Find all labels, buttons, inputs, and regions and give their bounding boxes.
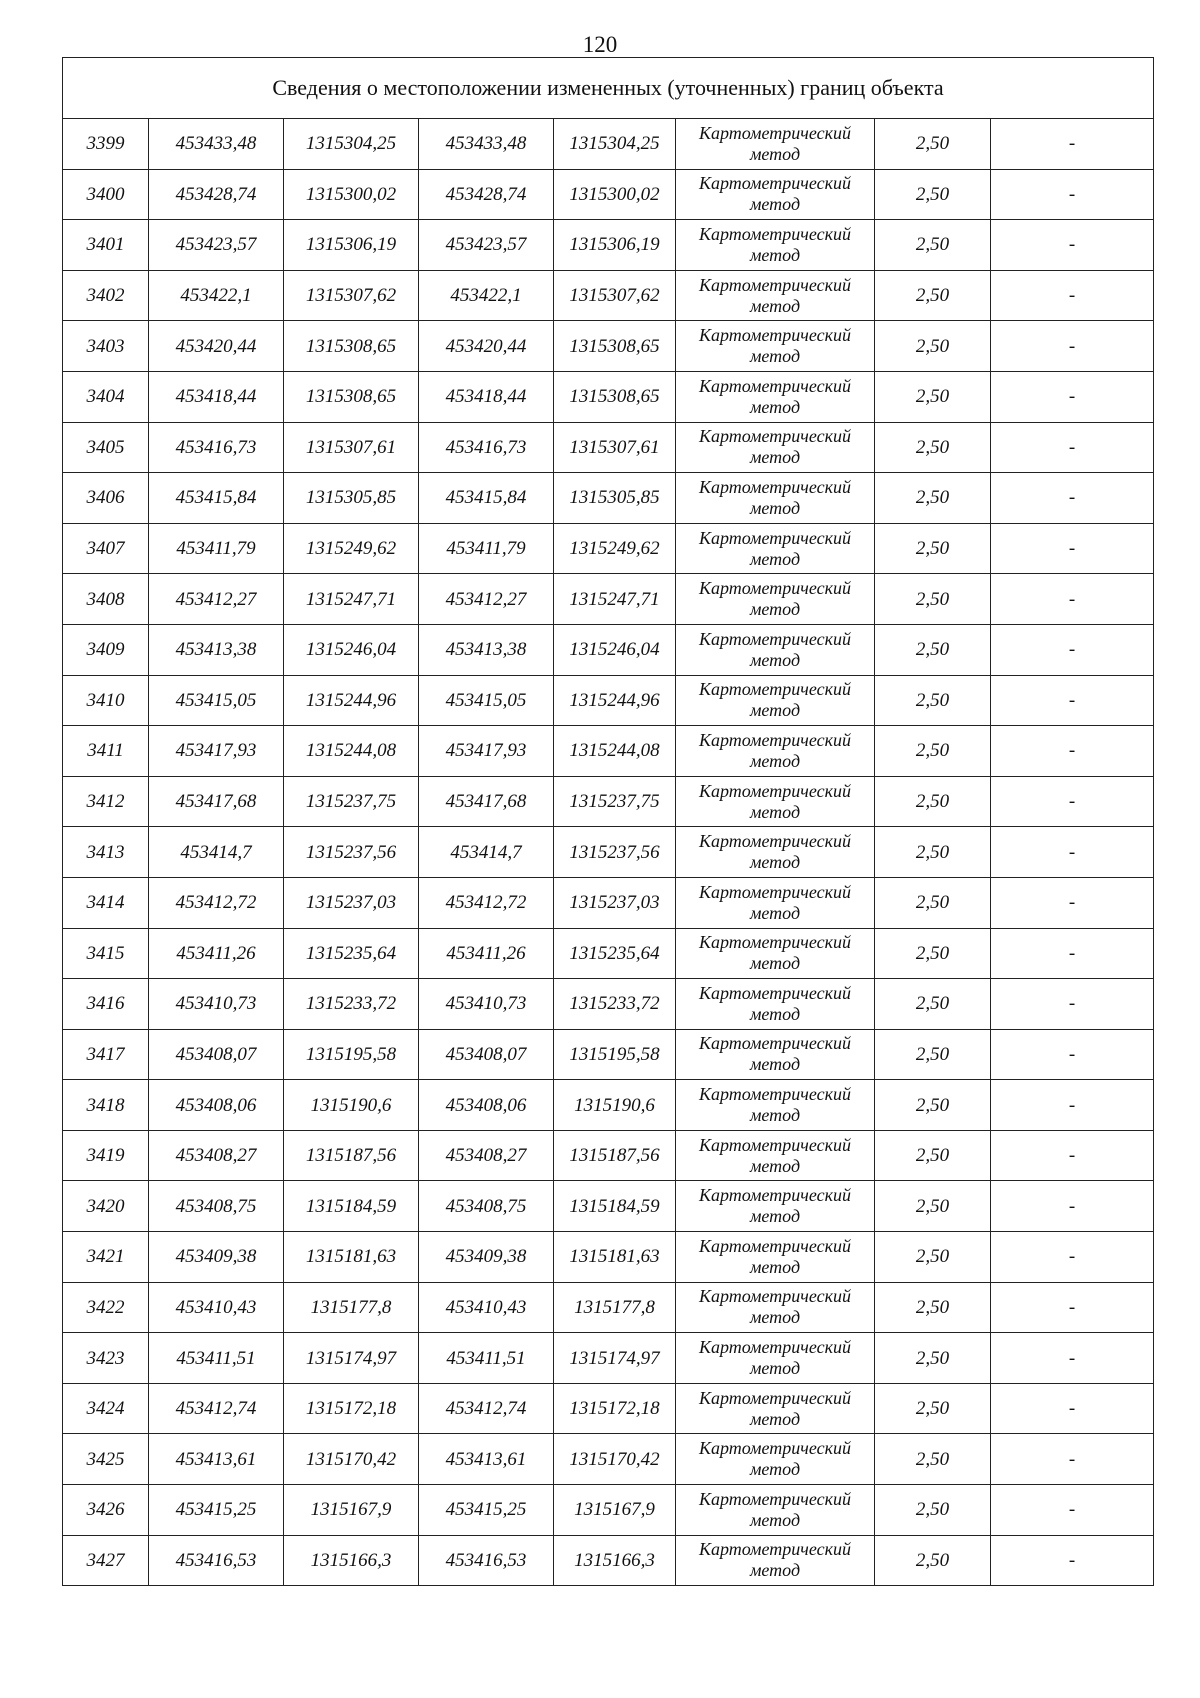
cell-x-new: 453408,27 <box>419 1130 554 1181</box>
cell-y-existing: 1315177,8 <box>284 1282 419 1333</box>
cell-y-new: 1315233,72 <box>554 979 676 1030</box>
cell-description: - <box>991 1535 1154 1586</box>
table-row <box>63 928 1154 979</box>
cell-y-existing: 1315249,62 <box>284 523 419 574</box>
cell-y-new: 1315308,65 <box>554 321 676 372</box>
cell-method: Картометрический метод <box>676 1029 875 1080</box>
table-row <box>63 169 1154 220</box>
cell-method: Картометрический метод <box>676 1485 875 1536</box>
cell-y-new: 1315177,8 <box>554 1282 676 1333</box>
cell-y-new: 1315304,25 <box>554 119 676 170</box>
cell-y-new: 1315300,02 <box>554 169 676 220</box>
cell-accuracy: 2,50 <box>875 624 991 675</box>
cell-point-number: 3427 <box>63 1535 149 1586</box>
cell-x-existing: 453412,72 <box>149 877 284 928</box>
cell-x-new: 453410,73 <box>419 979 554 1030</box>
cell-x-existing: 453408,75 <box>149 1181 284 1232</box>
cell-y-new: 1315307,61 <box>554 422 676 473</box>
cell-accuracy: 2,50 <box>875 928 991 979</box>
cell-x-new: 453413,38 <box>419 624 554 675</box>
cell-y-new: 1315247,71 <box>554 574 676 625</box>
cell-description: - <box>991 1434 1154 1485</box>
cell-method: Картометрический метод <box>676 321 875 372</box>
table-title-row <box>63 58 1154 119</box>
cell-x-existing: 453415,84 <box>149 473 284 524</box>
page-number: 120 <box>582 32 618 57</box>
cell-x-existing: 453410,73 <box>149 979 284 1030</box>
cell-method: Картометрический метод <box>676 1282 875 1333</box>
cell-y-existing: 1315237,56 <box>284 827 419 878</box>
cell-x-new: 453414,7 <box>419 827 554 878</box>
cell-point-number: 3426 <box>63 1485 149 1536</box>
cell-x-existing: 453412,74 <box>149 1383 284 1434</box>
table-row <box>63 270 1154 321</box>
cell-y-existing: 1315306,19 <box>284 220 419 271</box>
cell-method: Картометрический метод <box>676 1333 875 1384</box>
cell-x-existing: 453416,73 <box>149 422 284 473</box>
cell-accuracy: 2,50 <box>875 979 991 1030</box>
cell-x-existing: 453418,44 <box>149 371 284 422</box>
cell-description: - <box>991 1181 1154 1232</box>
cell-description: - <box>991 574 1154 625</box>
cell-y-new: 1315181,63 <box>554 1232 676 1283</box>
cell-point-number: 3421 <box>63 1232 149 1283</box>
cell-x-new: 453416,73 <box>419 422 554 473</box>
cell-accuracy: 2,50 <box>875 877 991 928</box>
cell-point-number: 3402 <box>63 270 149 321</box>
cell-description: - <box>991 979 1154 1030</box>
cell-point-number: 3413 <box>63 827 149 878</box>
cell-method: Картометрический метод <box>676 1080 875 1131</box>
cell-point-number: 3416 <box>63 979 149 1030</box>
table-row <box>63 726 1154 777</box>
cell-accuracy: 2,50 <box>875 523 991 574</box>
cell-y-existing: 1315237,03 <box>284 877 419 928</box>
cell-point-number: 3419 <box>63 1130 149 1181</box>
cell-x-existing: 453411,51 <box>149 1333 284 1384</box>
cell-x-existing: 453412,27 <box>149 574 284 625</box>
cell-description: - <box>991 220 1154 271</box>
cell-x-existing: 453415,25 <box>149 1485 284 1536</box>
cell-x-existing: 453408,07 <box>149 1029 284 1080</box>
cell-y-existing: 1315247,71 <box>284 574 419 625</box>
cell-description: - <box>991 1232 1154 1283</box>
cell-y-existing: 1315307,61 <box>284 422 419 473</box>
cell-y-existing: 1315308,65 <box>284 371 419 422</box>
cell-description: - <box>991 1130 1154 1181</box>
cell-x-existing: 453410,43 <box>149 1282 284 1333</box>
cell-x-new: 453416,53 <box>419 1535 554 1586</box>
cell-point-number: 3406 <box>63 473 149 524</box>
cell-x-existing: 453428,74 <box>149 169 284 220</box>
cell-x-new: 453417,68 <box>419 776 554 827</box>
table-row <box>63 1282 1154 1333</box>
cell-x-existing: 453408,27 <box>149 1130 284 1181</box>
cell-y-new: 1315174,97 <box>554 1333 676 1384</box>
cell-description: - <box>991 119 1154 170</box>
table-row <box>63 1029 1154 1080</box>
cell-y-new: 1315237,75 <box>554 776 676 827</box>
cell-y-existing: 1315307,62 <box>284 270 419 321</box>
cell-x-existing: 453417,93 <box>149 726 284 777</box>
cell-y-existing: 1315166,3 <box>284 1535 419 1586</box>
cell-point-number: 3407 <box>63 523 149 574</box>
cell-point-number: 3404 <box>63 371 149 422</box>
cell-method: Картометрический метод <box>676 270 875 321</box>
cell-description: - <box>991 726 1154 777</box>
cell-x-new: 453422,1 <box>419 270 554 321</box>
cell-method: Картометрический метод <box>676 220 875 271</box>
cell-description: - <box>991 1333 1154 1384</box>
cell-y-new: 1315190,6 <box>554 1080 676 1131</box>
cell-y-existing: 1315167,9 <box>284 1485 419 1536</box>
cell-y-new: 1315237,56 <box>554 827 676 878</box>
cell-accuracy: 2,50 <box>875 1485 991 1536</box>
cell-y-existing: 1315305,85 <box>284 473 419 524</box>
cell-description: - <box>991 473 1154 524</box>
table-row <box>63 776 1154 827</box>
cell-y-existing: 1315237,75 <box>284 776 419 827</box>
cell-point-number: 3415 <box>63 928 149 979</box>
cell-accuracy: 2,50 <box>875 1181 991 1232</box>
cell-point-number: 3399 <box>63 119 149 170</box>
cell-y-new: 1315167,9 <box>554 1485 676 1536</box>
cell-y-new: 1315170,42 <box>554 1434 676 1485</box>
cell-y-existing: 1315184,59 <box>284 1181 419 1232</box>
cell-x-existing: 453413,38 <box>149 624 284 675</box>
cell-point-number: 3411 <box>63 726 149 777</box>
cell-accuracy: 2,50 <box>875 1434 991 1485</box>
cell-method: Картометрический метод <box>676 119 875 170</box>
cell-y-existing: 1315308,65 <box>284 321 419 372</box>
cell-x-existing: 453433,48 <box>149 119 284 170</box>
cell-y-existing: 1315181,63 <box>284 1232 419 1283</box>
cell-x-new: 453408,07 <box>419 1029 554 1080</box>
cell-method: Картометрический метод <box>676 1130 875 1181</box>
cell-point-number: 3405 <box>63 422 149 473</box>
table-row <box>63 371 1154 422</box>
cell-accuracy: 2,50 <box>875 726 991 777</box>
cell-x-new: 453408,75 <box>419 1181 554 1232</box>
cell-accuracy: 2,50 <box>875 1535 991 1586</box>
cell-method: Картометрический метод <box>676 827 875 878</box>
cell-point-number: 3422 <box>63 1282 149 1333</box>
cell-x-existing: 453409,38 <box>149 1232 284 1283</box>
cell-point-number: 3414 <box>63 877 149 928</box>
cell-point-number: 3401 <box>63 220 149 271</box>
table-title: Сведения о местоположении измененных (уточненных) границ объекта <box>63 58 1154 119</box>
cell-x-new: 453409,38 <box>419 1232 554 1283</box>
cell-y-new: 1315195,58 <box>554 1029 676 1080</box>
cell-x-existing: 453416,53 <box>149 1535 284 1586</box>
cell-y-existing: 1315244,08 <box>284 726 419 777</box>
cell-y-new: 1315244,08 <box>554 726 676 777</box>
cell-x-existing: 453415,05 <box>149 675 284 726</box>
cell-x-new: 453428,74 <box>419 169 554 220</box>
cell-x-new: 453433,48 <box>419 119 554 170</box>
cell-method: Картометрический метод <box>676 422 875 473</box>
cell-method: Картометрический метод <box>676 523 875 574</box>
cell-y-new: 1315184,59 <box>554 1181 676 1232</box>
cell-accuracy: 2,50 <box>875 220 991 271</box>
cell-accuracy: 2,50 <box>875 1029 991 1080</box>
cell-accuracy: 2,50 <box>875 1232 991 1283</box>
cell-point-number: 3425 <box>63 1434 149 1485</box>
cell-point-number: 3409 <box>63 624 149 675</box>
cell-y-new: 1315237,03 <box>554 877 676 928</box>
cell-x-existing: 453413,61 <box>149 1434 284 1485</box>
cell-x-new: 453413,61 <box>419 1434 554 1485</box>
cell-x-new: 453415,84 <box>419 473 554 524</box>
table-row <box>63 675 1154 726</box>
cell-description: - <box>991 523 1154 574</box>
cell-point-number: 3400 <box>63 169 149 220</box>
cell-method: Картометрический метод <box>676 371 875 422</box>
cell-accuracy: 2,50 <box>875 1383 991 1434</box>
table-row <box>63 574 1154 625</box>
cell-y-new: 1315166,3 <box>554 1535 676 1586</box>
cell-x-new: 453411,51 <box>419 1333 554 1384</box>
cell-y-existing: 1315235,64 <box>284 928 419 979</box>
cell-description: - <box>991 675 1154 726</box>
cell-y-new: 1315308,65 <box>554 371 676 422</box>
cell-accuracy: 2,50 <box>875 827 991 878</box>
cell-y-existing: 1315304,25 <box>284 119 419 170</box>
cell-x-new: 453412,74 <box>419 1383 554 1434</box>
cell-method: Картометрический метод <box>676 1232 875 1283</box>
table-row <box>63 422 1154 473</box>
cell-point-number: 3417 <box>63 1029 149 1080</box>
cell-x-new: 453415,05 <box>419 675 554 726</box>
cell-y-existing: 1315300,02 <box>284 169 419 220</box>
cell-y-new: 1315249,62 <box>554 523 676 574</box>
cell-x-new: 453417,93 <box>419 726 554 777</box>
cell-x-existing: 453420,44 <box>149 321 284 372</box>
cell-method: Картометрический метод <box>676 1383 875 1434</box>
cell-description: - <box>991 827 1154 878</box>
table-row <box>63 1232 1154 1283</box>
cell-x-new: 453408,06 <box>419 1080 554 1131</box>
cell-method: Картометрический метод <box>676 574 875 625</box>
cell-y-new: 1315187,56 <box>554 1130 676 1181</box>
cell-y-new: 1315244,96 <box>554 675 676 726</box>
cell-x-new: 453423,57 <box>419 220 554 271</box>
cell-method: Картометрический метод <box>676 877 875 928</box>
cell-method: Картометрический метод <box>676 1181 875 1232</box>
cell-method: Картометрический метод <box>676 675 875 726</box>
cell-point-number: 3403 <box>63 321 149 372</box>
cell-x-existing: 453411,79 <box>149 523 284 574</box>
cell-point-number: 3423 <box>63 1333 149 1384</box>
cell-method: Картометрический метод <box>676 726 875 777</box>
table-row <box>63 1130 1154 1181</box>
cell-point-number: 3408 <box>63 574 149 625</box>
cell-accuracy: 2,50 <box>875 675 991 726</box>
cell-description: - <box>991 1029 1154 1080</box>
cell-description: - <box>991 877 1154 928</box>
cell-method: Картометрический метод <box>676 1535 875 1586</box>
cell-description: - <box>991 371 1154 422</box>
cell-y-new: 1315307,62 <box>554 270 676 321</box>
cell-y-existing: 1315190,6 <box>284 1080 419 1131</box>
table-row <box>63 827 1154 878</box>
cell-x-existing: 453417,68 <box>149 776 284 827</box>
table-row <box>63 523 1154 574</box>
cell-point-number: 3420 <box>63 1181 149 1232</box>
cell-point-number: 3410 <box>63 675 149 726</box>
cell-description: - <box>991 321 1154 372</box>
cell-y-new: 1315172,18 <box>554 1383 676 1434</box>
cell-accuracy: 2,50 <box>875 473 991 524</box>
cell-description: - <box>991 422 1154 473</box>
table-row <box>63 1535 1154 1586</box>
cell-method: Картометрический метод <box>676 473 875 524</box>
table-row <box>63 220 1154 271</box>
cell-accuracy: 2,50 <box>875 169 991 220</box>
cell-description: - <box>991 1485 1154 1536</box>
cell-y-new: 1315305,85 <box>554 473 676 524</box>
cell-method: Картометрический метод <box>676 979 875 1030</box>
cell-y-existing: 1315172,18 <box>284 1383 419 1434</box>
cell-x-existing: 453423,57 <box>149 220 284 271</box>
cell-description: - <box>991 270 1154 321</box>
cell-point-number: 3424 <box>63 1383 149 1434</box>
table-row <box>63 119 1154 170</box>
table-row <box>63 624 1154 675</box>
cell-x-new: 453411,26 <box>419 928 554 979</box>
table-row <box>63 321 1154 372</box>
cell-description: - <box>991 776 1154 827</box>
cell-x-existing: 453414,7 <box>149 827 284 878</box>
cell-accuracy: 2,50 <box>875 574 991 625</box>
cell-description: - <box>991 1383 1154 1434</box>
cell-x-new: 453412,72 <box>419 877 554 928</box>
table-row <box>63 877 1154 928</box>
cell-y-existing: 1315187,56 <box>284 1130 419 1181</box>
boundary-coordinates-table <box>62 57 1154 1586</box>
cell-y-existing: 1315244,96 <box>284 675 419 726</box>
table-row <box>63 1181 1154 1232</box>
cell-y-existing: 1315246,04 <box>284 624 419 675</box>
cell-method: Картометрический метод <box>676 624 875 675</box>
table-row <box>63 979 1154 1030</box>
cell-accuracy: 2,50 <box>875 270 991 321</box>
cell-accuracy: 2,50 <box>875 1080 991 1131</box>
cell-description: - <box>991 1282 1154 1333</box>
cell-accuracy: 2,50 <box>875 119 991 170</box>
cell-accuracy: 2,50 <box>875 1130 991 1181</box>
cell-x-new: 453412,27 <box>419 574 554 625</box>
cell-y-new: 1315306,19 <box>554 220 676 271</box>
table-row <box>63 1485 1154 1536</box>
cell-method: Картометрический метод <box>676 776 875 827</box>
cell-y-new: 1315246,04 <box>554 624 676 675</box>
cell-method: Картометрический метод <box>676 928 875 979</box>
table-row <box>63 473 1154 524</box>
cell-accuracy: 2,50 <box>875 776 991 827</box>
cell-accuracy: 2,50 <box>875 422 991 473</box>
cell-x-new: 453415,25 <box>419 1485 554 1536</box>
cell-accuracy: 2,50 <box>875 371 991 422</box>
table-row <box>63 1080 1154 1131</box>
table-row <box>63 1434 1154 1485</box>
cell-accuracy: 2,50 <box>875 1333 991 1384</box>
cell-x-new: 453411,79 <box>419 523 554 574</box>
cell-y-existing: 1315195,58 <box>284 1029 419 1080</box>
cell-description: - <box>991 928 1154 979</box>
cell-description: - <box>991 624 1154 675</box>
table-row <box>63 1333 1154 1384</box>
cell-point-number: 3412 <box>63 776 149 827</box>
cell-x-existing: 453408,06 <box>149 1080 284 1131</box>
cell-x-new: 453420,44 <box>419 321 554 372</box>
cell-accuracy: 2,50 <box>875 321 991 372</box>
cell-method: Картометрический метод <box>676 1434 875 1485</box>
cell-y-existing: 1315233,72 <box>284 979 419 1030</box>
cell-point-number: 3418 <box>63 1080 149 1131</box>
cell-y-existing: 1315170,42 <box>284 1434 419 1485</box>
cell-y-new: 1315235,64 <box>554 928 676 979</box>
cell-x-new: 453410,43 <box>419 1282 554 1333</box>
cell-x-existing: 453422,1 <box>149 270 284 321</box>
cell-description: - <box>991 1080 1154 1131</box>
cell-x-new: 453418,44 <box>419 371 554 422</box>
cell-x-existing: 453411,26 <box>149 928 284 979</box>
cell-accuracy: 2,50 <box>875 1282 991 1333</box>
cell-y-existing: 1315174,97 <box>284 1333 419 1384</box>
table-row <box>63 1383 1154 1434</box>
cell-description: - <box>991 169 1154 220</box>
cell-method: Картометрический метод <box>676 169 875 220</box>
